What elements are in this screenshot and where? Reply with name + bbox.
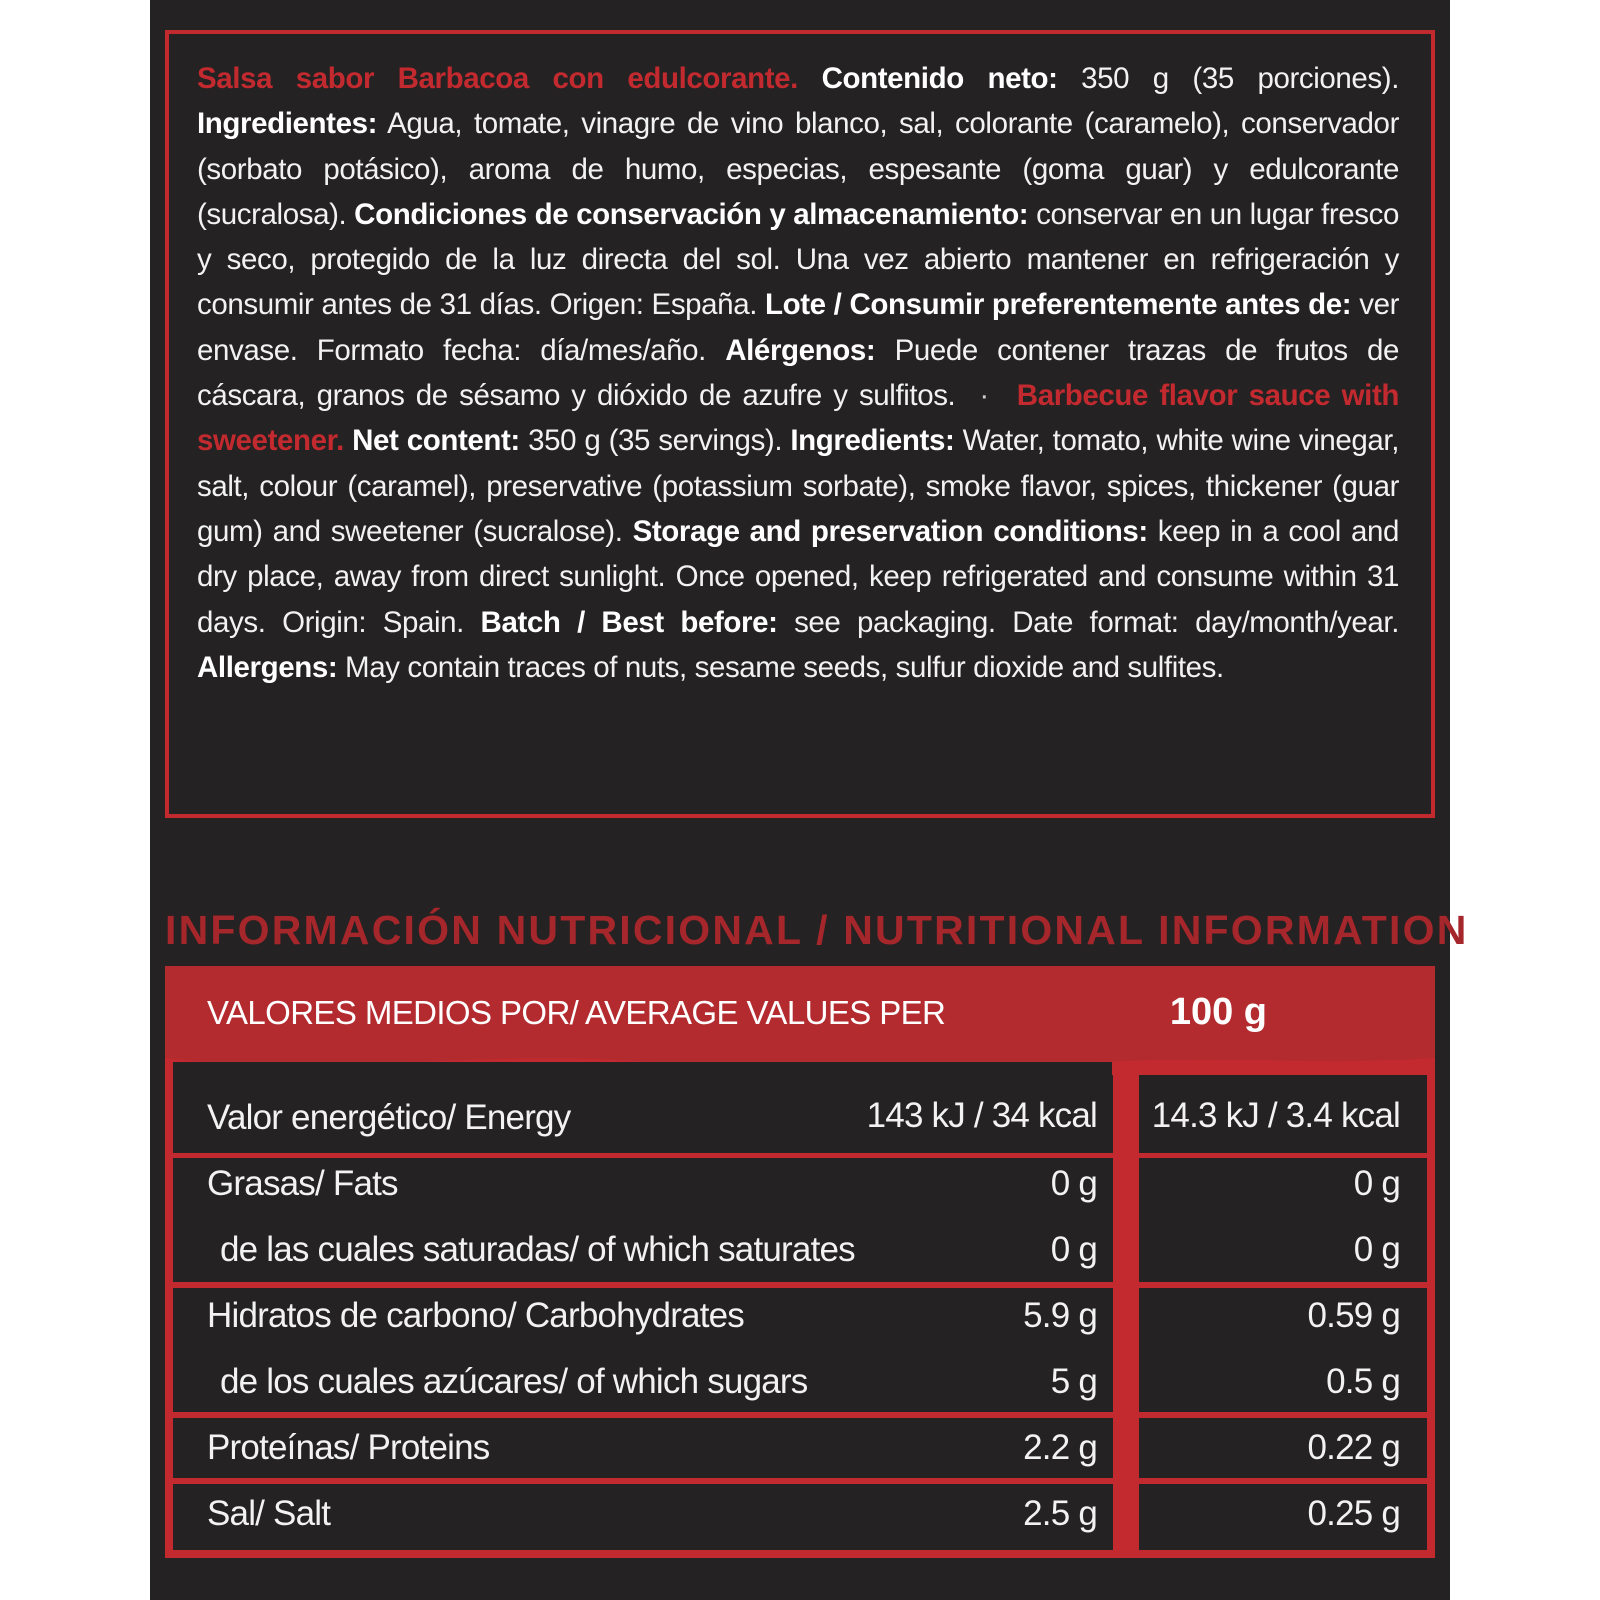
language-separator: ·: [979, 379, 989, 413]
es-storage-label: Condiciones de conservación y almacenamiento:: [354, 197, 1029, 231]
row-sugars-per100: 5 g: [1050, 1362, 1097, 1401]
en-storage-value: keep in a cool and dry place, away from direct sunlight. Once opened, keep refrigerated and consume within 31 days. Origin: Spain.: [197, 514, 1399, 639]
es-net-label: Contenido neto:: [821, 62, 1058, 95]
en-ingredients-label: Ingredients:: [790, 424, 955, 458]
en-product-name: Barbecue flavor sauce with sweetener.: [197, 379, 1399, 458]
row-label-proteins: Proteínas/ Proteins: [207, 1428, 490, 1467]
nutrition-heading: INFORMACIÓN NUTRICIONAL / NUTRITIONAL INFORMATION: [165, 907, 1469, 953]
en-storage-label: Storage and preservation conditions:: [632, 514, 1148, 548]
en-net-label: Net content:: [352, 424, 520, 458]
en-allergens-label: Allergens:: [197, 650, 338, 684]
row-fats-per100: 0 g: [1050, 1164, 1097, 1203]
row-energy-per10: 14.3 kJ / 3.4 kcal: [1151, 1096, 1400, 1135]
en-batch-label: Batch / Best before:: [480, 605, 778, 639]
row-sugars-per10: 0.5 g: [1326, 1362, 1400, 1401]
es-allergens-value: Puede contener trazas de frutos de cáscara, granos de sésamo y dióxido de azufre y sulfitos.: [197, 333, 1399, 413]
es-product-name: Salsa sabor Barbacoa con edulcorante.: [197, 62, 798, 95]
row-label-carbohydrates: Hidratos de carbono/ Carbohydrates: [207, 1296, 745, 1335]
row-carbohydrates-per100: 5.9 g: [1023, 1296, 1097, 1335]
es-storage-value: conservar en un lugar fresco y seco, protegido de la luz directa del sol. Una vez abierto mantener en refrigeración y consumir antes de 31 días. Origen: España.: [197, 197, 1399, 322]
row-proteins-per100: 2.2 g: [1023, 1428, 1097, 1467]
row-label-saturates: de las cuales saturadas/ of which saturates: [220, 1230, 855, 1269]
en-net-value: 350 g (35 servings).: [519, 424, 783, 458]
es-ingredients-label: Ingredientes:: [197, 107, 378, 141]
header-col-10g: 10 g: [1488, 991, 1565, 1033]
row-saturates-per100: 0 g: [1050, 1230, 1097, 1269]
row-label-fats: Grasas/ Fats: [207, 1164, 398, 1203]
es-allergens-label: Alérgenos:: [725, 333, 876, 367]
row-label-sugars: de los cuales azúcares/ of which sugars: [220, 1362, 808, 1401]
en-ingredients-value: Water, tomato, white wine vinegar, salt, colour (caramel), preservative (potassium sorbate), smoke flavor, spices, thickener (guar gum) and sweetener (sucralose).: [197, 424, 1400, 548]
es-net-value: 350 g (35 porciones).: [1057, 62, 1399, 95]
row-salt-per100: 2.5 g: [1023, 1494, 1097, 1533]
row-proteins-per10: 0.22 g: [1307, 1428, 1400, 1467]
row-label-salt: Sal/ Salt: [207, 1494, 331, 1533]
es-batch-value: ver envase. Formato fecha: día/mes/año.: [197, 288, 1399, 367]
ingredients-paragraph: [197, 56, 1399, 690]
row-carbohydrates-per10: 0.59 g: [1307, 1296, 1400, 1335]
row-fats-per10: 0 g: [1353, 1164, 1400, 1203]
header-label: VALORES MEDIOS POR/ AVERAGE VALUES PER: [207, 994, 946, 1031]
en-batch-value: see packaging. Date format: day/month/year.: [777, 605, 1399, 639]
row-energy-per100: 143 kJ / 34 kcal: [866, 1096, 1097, 1135]
es-batch-label: Lote / Consumir preferentemente antes de:: [765, 288, 1352, 322]
row-label-energy: Valor energético/ Energy: [207, 1098, 571, 1137]
header-col-100g: 100 g: [1169, 991, 1267, 1033]
es-ingredients-value: Agua, tomate, vinagre de vino blanco, sal, colorante (caramelo), conservador (sorbato potásico), aroma de humo, especias, espesante (goma guar) y edulcorante (sucralosa).: [197, 107, 1399, 231]
en-allergens-value: May contain traces of nuts, sesame seeds, sulfur dioxide and sulfites.: [337, 650, 1224, 684]
row-saturates-per10: 0 g: [1353, 1230, 1400, 1269]
row-salt-per10: 0.25 g: [1307, 1494, 1400, 1533]
